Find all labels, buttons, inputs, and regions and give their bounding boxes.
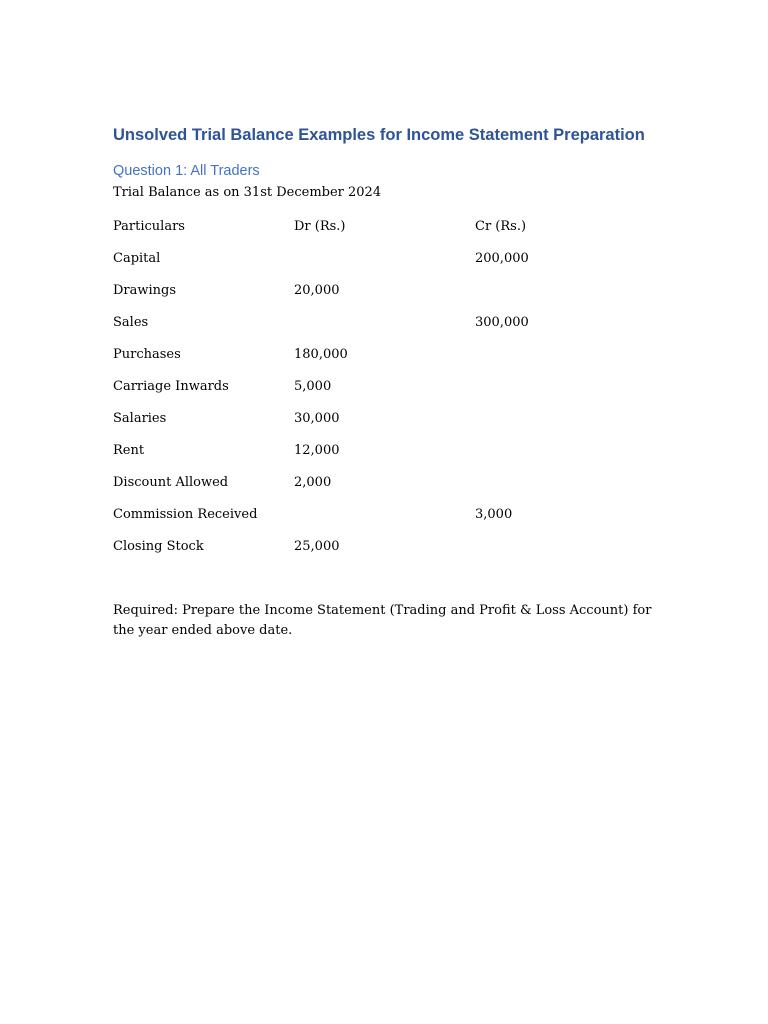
dr-cell: 30,000 xyxy=(294,410,340,426)
table-row xyxy=(113,306,635,338)
trial-balance-subtitle: Trial Balance as on 31st December 2024 xyxy=(113,185,382,200)
dr-cell xyxy=(294,306,475,338)
table-header-row xyxy=(113,210,635,242)
table-row xyxy=(113,274,635,306)
particulars-cell: Rent xyxy=(113,442,145,458)
cr-cell: 3,000 xyxy=(475,506,513,522)
dr-cell: 25,000 xyxy=(294,538,340,554)
particulars-cell: Drawings xyxy=(113,282,177,298)
table-body xyxy=(113,242,635,562)
particulars-cell: Commission Received xyxy=(113,506,258,522)
header-cr: Cr (Rs.) xyxy=(475,218,527,234)
table-row xyxy=(113,370,635,402)
cr-cell: 200,000 xyxy=(475,250,529,266)
particulars-cell: Purchases xyxy=(113,346,181,362)
table-row xyxy=(113,242,635,274)
header-particulars: Particulars xyxy=(113,218,185,234)
dr-cell: 12,000 xyxy=(294,442,340,458)
table-row xyxy=(113,498,635,530)
table-row xyxy=(113,402,635,434)
cr-cell xyxy=(475,466,635,498)
particulars-cell: Carriage Inwards xyxy=(113,378,229,394)
dr-cell xyxy=(294,242,475,274)
table-row xyxy=(113,434,635,466)
cr-cell xyxy=(475,530,635,562)
particulars-cell: Discount Allowed xyxy=(113,474,229,490)
particulars-cell: Salaries xyxy=(113,410,167,426)
cr-cell xyxy=(475,274,635,306)
dr-cell: 180,000 xyxy=(294,346,348,362)
header-dr: Dr (Rs.) xyxy=(294,218,346,234)
cr-cell: 300,000 xyxy=(475,314,529,330)
particulars-cell: Sales xyxy=(113,314,149,330)
dr-cell xyxy=(294,498,475,530)
table-row xyxy=(113,530,635,562)
cr-cell xyxy=(475,338,635,370)
document-title: Unsolved Trial Balance Examples for Income Statement Preparation xyxy=(113,126,645,144)
particulars-cell: Closing Stock xyxy=(113,538,204,554)
table-row xyxy=(113,338,635,370)
particulars-cell: Capital xyxy=(113,250,161,266)
dr-cell: 5,000 xyxy=(294,378,332,394)
trial-balance-table xyxy=(113,210,635,562)
table-row xyxy=(113,466,635,498)
question-heading: Question 1: All Traders xyxy=(113,163,260,179)
cr-cell xyxy=(475,402,635,434)
dr-cell: 2,000 xyxy=(294,474,332,490)
dr-cell: 20,000 xyxy=(294,282,340,298)
cr-cell xyxy=(475,370,635,402)
required-instruction: Required: Prepare the Income Statement (Trading and Profit & Loss Account) for the year ended above date. xyxy=(113,603,652,638)
cr-cell xyxy=(475,434,635,466)
